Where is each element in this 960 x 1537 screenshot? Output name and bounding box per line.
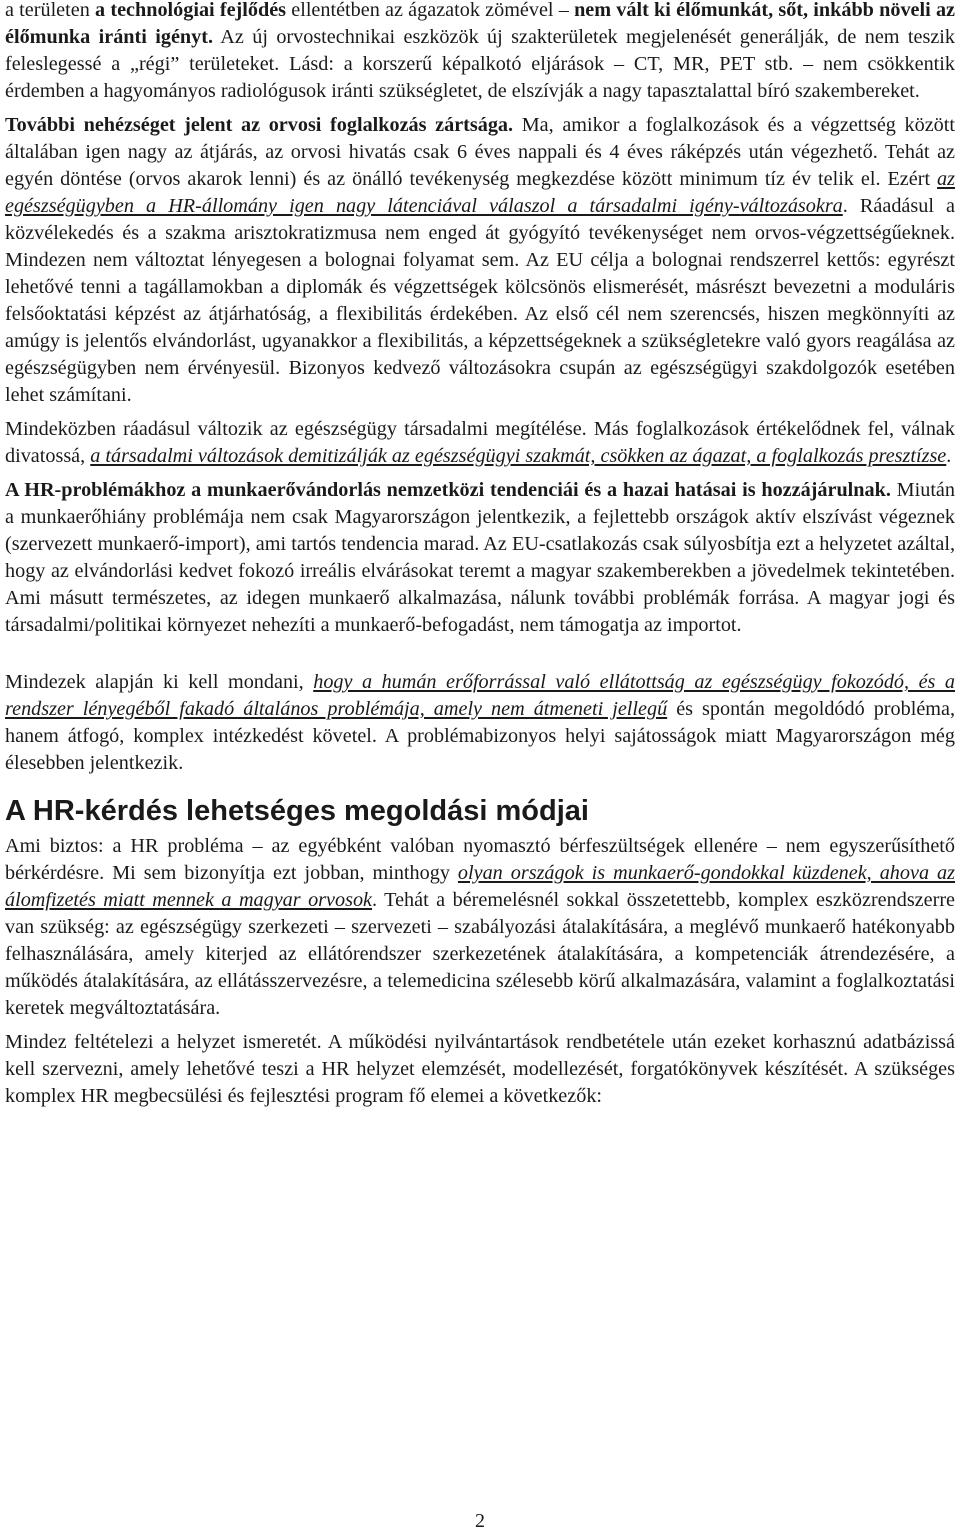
paragraph (5, 112, 955, 409)
text-segment: Ma, amikor a foglalkozások és a végzettség között általában igen nagy az átjárás, az orvosi hivatás csak 6 éves nappali és 4 éves ráképzés után végezhető. Tehát az egyén döntése (orvos akarok lenni) és az önálló tevékenység megkezdése között minimum tíz év telik el. Ezért (5, 114, 955, 190)
text-segment: ellentétben az ágazatok zömével – (286, 0, 575, 21)
body-text-before-heading (5, 0, 955, 777)
text-segment: Ami biztos: a HR probléma – az egyébként valóban nyomasztó bérfeszültségek ellenére – nem egyszerűsíthető bérkérdésre. Mi sem bizonyítja ezt jobban, minthogy (5, 835, 955, 884)
paragraph (5, 833, 955, 1022)
text-segment: és spontán megoldódó probléma, hanem átfogó, komplex intézkedést követel. A problémabizonyos helyi sajátosságok miatt Magyarországon még élesebben jelentkezik. (5, 698, 955, 774)
paragraph (5, 1029, 955, 1110)
emphasized-text: olyan országok is munkaerő-gondokkal küzdenek, ahova az álomfizetés miatt mennek a magyar orvosok (5, 862, 955, 911)
emphasized-text: az egészségügyben a HR-állomány igen nagy látenciával válaszol a társadalmi igény-változásokra (5, 168, 955, 217)
text-segment: . Ráadásul a közvélekedés és a szakma arisztokratizmusa nem enged át gyógyító tevékenységet nem orvos-végzettségűeknek. Mindezen nem változtat lényegesen a bolognai folyamat sem. Az EU célja a bolognai rendszerrel kettős: egyrészt lehetővé tenni a tagállamokban a diplomák és végzettségek kölcsönös elismerését, másrészt bevezetni a moduláris felsőoktatási képzést az átjárhatóság, a flexibilitás érdekében. Az első cél nem szerencsés, hiszen megkönnyíti az amúgy is jelentős elvándorlást, ugyanakkor a flexibilitás, a képzettségeknek a szükségletekre való gyors reagálása az egészségügyben nem érvényesül. Bizonyos kedvező változásokra csupán az egészségügyi szakdolgozók esetében lehet számítani. (5, 195, 955, 406)
paragraph (5, 669, 955, 777)
text-segment: Mindeközben ráadásul változik az egészségügy társadalmi megítélése. Más foglalkozások értékelődnek fel, válnak divatossá, (5, 418, 955, 467)
text-segment: . Tehát a béremelésnél sokkal összetettebb, komplex eszközrendszerre van szükség: az egészségügy szerkezeti – szervezeti – szabályozási átalakítására, a meglévő munkaerő hatékonyabb felhasználására, amely kiterjed az ellátórendszer szerkezetének átalakítására, a kompetenciák átrendezésére, a működés átalakítására, az ellátásszervezésre, a telemedicina szélesebb körű alkalmazására, valamint a foglalkoztatási keretek megváltoztatására. (5, 889, 955, 1019)
bold-text: További nehézséget jelent az orvosi foglalkozás zártsága. (5, 114, 514, 136)
text-segment: Mindez feltételezi a helyzet ismeretét. A működési nyilvántartások rendbetétele után ezeket korhasznú adatbázissá kell szervezni, amely lehetővé teszi a HR helyzet elemzését, modellezését, forgatókönyvek készítését. A szükséges komplex HR megbecsülési és fejlesztési program fő elemei a következők: (5, 1031, 955, 1107)
emphasized-text: a társadalmi változások demitizálják az egészségügyi szakmát, csökken az ágazat, a foglalkozás presztízse (90, 445, 947, 467)
text-segment: Miután a munkaerőhiány problémája nem csak Magyarországon jelentkezik, a fejlettebb országok aktív elszívást végeznek (szervezett munkaerő-import), ami tartós tendencia marad. Az EU-csatlakozás csak súlyosbítja ezt a helyzetet azáltal, hogy az elvándorlási kedvet fokozó irreális elvárásokat teremt a magyar szakemberekben a jövedelmek tekintetében. Ami másutt természetes, az idegen munkaerő alkalmazása, nálunk további problémák forrása. A magyar jogi és társadalmi/politikai környezet nehezíti a munkaerő-befogadást, nem támogatja az importot. (5, 479, 955, 636)
body-text-after-heading (5, 833, 955, 1110)
page-number: 2 (475, 1510, 485, 1532)
text-segment: Az új orvostechnikai eszközök új szakterületek megjelenését generálják, de nem teszik feleslegessé a „régi” területeket. Lásd: a korszerű képalkotó eljárások – CT, MR, PET stb. – nem csökkentik érdemben a hagyományos radiológusok iránti szükségletet, de elszívják a nagy tapasztalattal bíró szakembereket. (5, 26, 955, 102)
section-heading: A HR-kérdés lehetséges megoldási módjai (5, 795, 589, 827)
paragraph (5, 477, 955, 639)
text-segment: a területen (5, 0, 96, 21)
bold-text: a technológiai fejlődés (95, 0, 287, 21)
text-segment: Mindezek alapján ki kell mondani, (5, 671, 314, 693)
paragraph (5, 0, 955, 105)
bold-text: nem vált ki élőmunkát, sőt, inkább növeli az élőmunka iránti igényt. (5, 0, 955, 48)
paragraph-gap (5, 646, 955, 669)
paragraph (5, 416, 955, 470)
bold-text: A HR-problémákhoz a munkaerővándorlás nemzetközi tendenciái és a hazai hatásai is hozzájárulnak. (5, 479, 891, 501)
emphasized-text: hogy a humán erőforrással való ellátottság az egészségügy fokozódó, és a rendszer lényegéből fakadó általános problémája, amely nem átmeneti jellegű (5, 671, 955, 720)
text-segment: . (946, 445, 952, 467)
